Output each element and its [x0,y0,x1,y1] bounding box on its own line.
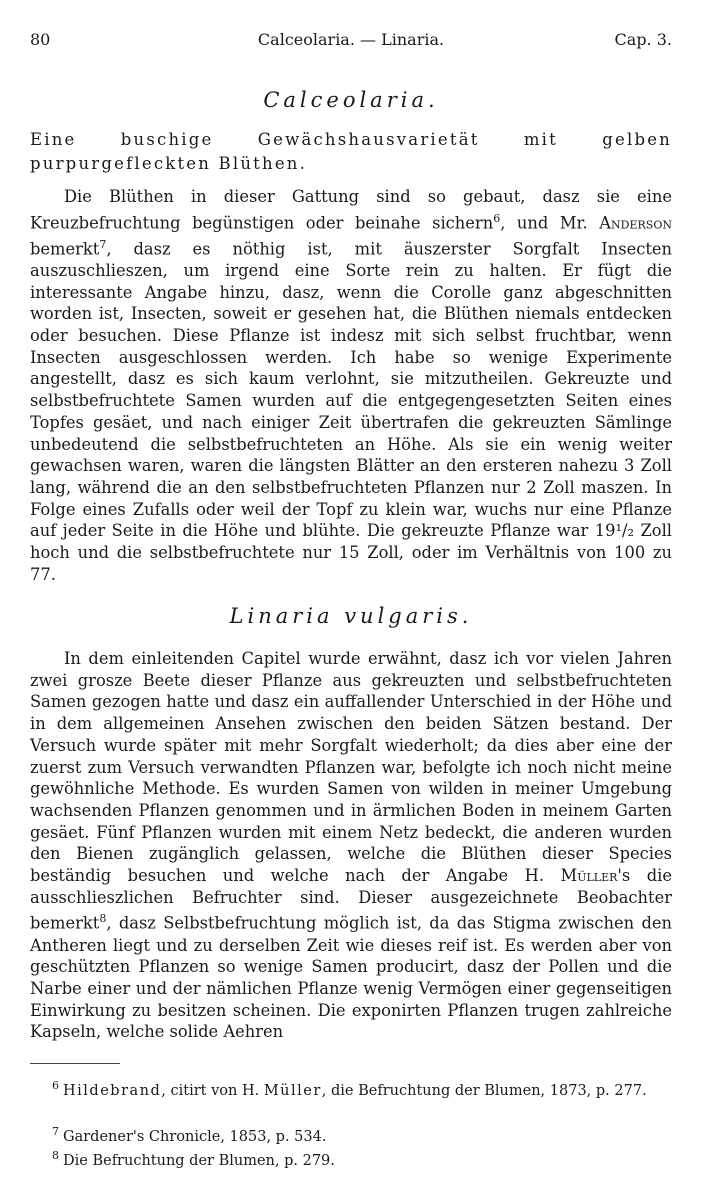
running-title: Calceolaria. — Linaria. [257,30,445,49]
author-name-anderson: Anderson [599,213,672,233]
footnote-ref-7: 7 [99,237,107,251]
text-run: , dasz es nöthig ist, mit äuszerster Sorgfalt Insecten auszuschlieszen, um irgend eine Sorte rein zu halten. Er fügt die interessante Angabe hinzu, dasz, wenn die Corolle ganz abgeschnitten worden ist, Insecten, soweit er gesehen hat, die Blüthen niemals entdecken oder besuchen. Diese Pflanze ist indesz mit sich selbst fruchtbar, wenn Insecten ausgeschlossen werden. Ich habe so wenige Experimente angestellt, dasz es sich kaum verlohnt, sie mitzutheilen. Gekreuzte und selbstbefruchtete Samen wurden auf die entgegengesetzten Seiten eines Topfes gesäet, und nach einiger Zeit übertrafen die gekreuzten Sämlinge unbedeutend die selbstbefruchteten an Höhe. Als sie ein wenig weiter gewachsen waren, waren die längsten Blätter an den ersteren nahezu 3 Zoll lang, während die an den selbstbefruchteten Pflanzen nur 2 Zoll maszen. In Folge eines Zufalls oder weil der Topf zu klein war, wuchs nur eine Pflanze auf jeder Seite in die Höhe und blühte. Die gekreuzte Pflanze war 19 [30,239,672,541]
footnote-mark: 6 [52,1079,59,1092]
text-run: In dem einleitenden Capitel wurde erwähnt, dasz ich vor vielen Jahren zwei grosze Beete dieser Pflanze aus gekreuzten und selbstbefruchteten Samen gezogen hatte und dasz ein auffallender Unterschied in der Höhe und in dem allgemeinen Ansehen zwischen den beiden Sätzen bestand. Der Versuch wurde später mit mehr Sorgfalt wiederholt; da dies aber eine der zuerst zum Versuch verwandten Pflanzen war, befolgte ich noch nicht meine gewöhnliche Methode. Es wurden Samen von wilden in meiner Umgebung wachsenden Pflanzen genommen und in ärmlichen Boden in meinem Garten gesäet. Fünf Pflanzen wurden mit einem Netz bedeckt, die anderen wurden den Bienen zugänglich gelassen, welche die Blüthen dieser Species beständig besuchen und welche nach der Angabe H. [30,649,672,886]
text-run: , citirt von H. [161,1082,264,1099]
author-name-mueller: Müller [560,866,618,886]
paragraph-linaria [30,648,672,1043]
footnote-mark: 8 [52,1149,59,1162]
footnote-6 [30,1076,672,1101]
paragraph-calceolaria [30,186,672,586]
text-run: 's die ausschlieszlichen Befruchter sind. Dieser ausgezeichnete Beobachter bemerkt [30,866,672,933]
text-run: , und Mr. [500,213,600,233]
footnote-name: Müller [263,1082,322,1099]
chapter-label: Cap. 3. [614,30,672,49]
footnote-7 [30,1122,672,1147]
page-header [30,30,672,54]
section-title-linaria: Linaria vulgaris. [229,604,473,628]
footnote-divider [30,1063,120,1064]
footnote-text: Die Befruchtung der Blumen, p. 279. [63,1152,335,1169]
text-run: Zoll hoch und die selbstbefruchtete nur 15 Zoll, oder im Verhältnis von 100 zu 77. [30,521,672,584]
page-number: 80 [30,30,51,49]
text-run: , die Befruchtung der Blumen, 1873, p. 277. [321,1082,647,1099]
section-title-calceolaria: Calceolaria. [263,88,439,112]
footnote-8 [30,1146,672,1171]
section-subtitle: Eine buschige Gewächshausvarietät mit gelben purpurgefleckten Blüthen. [30,130,672,173]
footnote-ref-8: 8 [99,912,107,926]
text-run: , dasz Selbstbefruchtung möglich ist, da das Stigma zwischen den Antheren liegt und zu derselben Zeit wie dieses reif ist. Es werden aber von geschützten Pflanzen so wenige Samen producirt, dasz der Pollen und die Narbe einer und der nämlichen Pflanze wenig Vermögen einer gegenseitigen Einwirkung zu besitzen scheinen. Die exponirten Pflanzen trugen zahlreiche Kapseln, welche solide Aehren [30,913,672,1042]
text-run: Die Blüthen in dieser Gattung sind so gebaut, dasz sie eine Kreuzbefruchtung begünstigen oder beinahe sichern [30,187,672,233]
footnote-author: Hildebrand [63,1082,162,1099]
footnote-mark: 7 [52,1125,59,1138]
footnote-text: Gardener's Chronicle, 1853, p. 534. [63,1128,327,1145]
footnote-ref-6: 6 [493,211,501,225]
fraction: ¹/₂ [615,521,635,541]
text-run: bemerkt [30,239,100,259]
